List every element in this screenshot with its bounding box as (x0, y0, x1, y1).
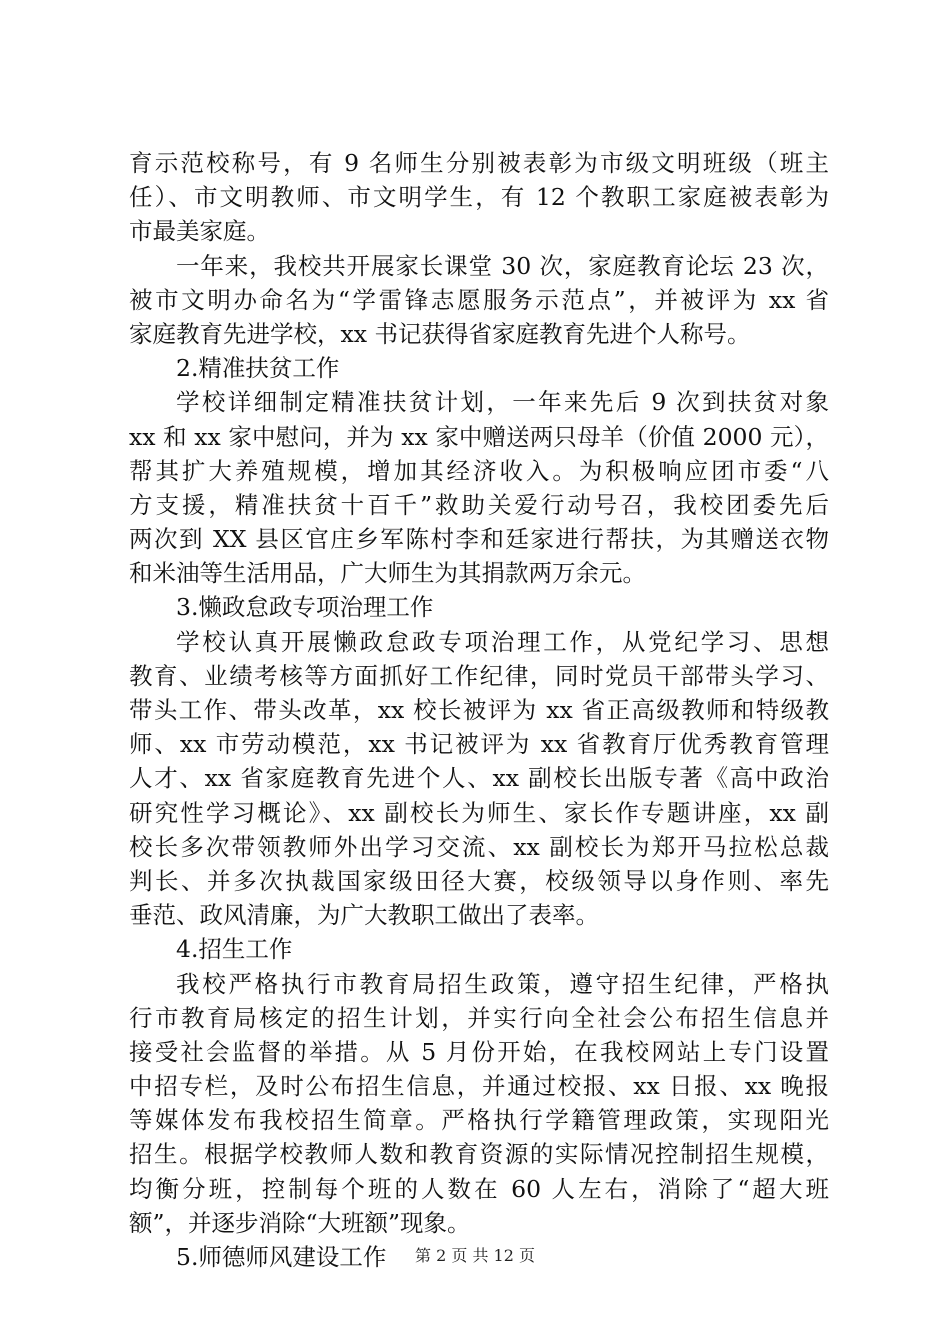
paragraph-first-line: 一年来，我校共开展家长课堂 30 次，家庭教育论坛 23 次， (176, 251, 829, 280)
text-line: 教育、业绩考核等方面抓好工作纪律，同时党员干部带头学习、 (129, 661, 829, 690)
text-line: 人才、xx 省家庭教育先进个人、xx 副校长出版专著《高中政治 (129, 764, 829, 793)
section-heading: 5.师德师风建设工作 (176, 1243, 387, 1271)
text-line: 带头工作、带头改革，xx 校长被评为 xx 省正高级教师和特级教 (129, 696, 829, 724)
text-line: 育示范校称号，有 9 名师生分别被表彰为市级文明班级（班主 (129, 149, 829, 177)
text-line: 方支援，精准扶贫十百千”救助关爱行动号召，我校团委先后 (129, 490, 829, 519)
section-heading: 2.精准扶贫工作 (176, 354, 340, 383)
paragraph-first-line: 我校严格执行市教育局招生政策，遵守招生纪律，严格执 (176, 969, 829, 998)
paragraph-first-line: 学校认真开展懒政怠政专项治理工作，从党纪学习、思想 (176, 627, 829, 656)
page-footer: 第 2 页 共 12 页 (415, 1246, 535, 1265)
text-line: 额”，并逐步消除“大班额”现象。 (129, 1208, 471, 1237)
text-line: 中招专栏，及时公布招生信息，并通过校报、xx 日报、xx 晚报 (129, 1072, 829, 1101)
text-line: 招生。根据学校教师人数和教育资源的实际情况控制招生规模， (129, 1140, 829, 1169)
section-heading: 3.懒政怠政专项治理工作 (176, 593, 434, 622)
section-heading: 4.招生工作 (176, 935, 293, 964)
text-line: 行市教育局核定的招生计划，并实行向全社会公布招生信息并 (129, 1003, 829, 1032)
text-line: 两次到 XX 县区官庄乡军陈村李和廷家进行帮扶，为其赠送衣物 (129, 525, 829, 554)
text-line: 和米油等生活用品，广大师生为其捐款两万余元。 (129, 559, 646, 588)
paragraph-first-line: 学校详细制定精准扶贫计划，一年来先后 9 次到扶贫对象 (176, 388, 829, 417)
document-body (129, 146, 829, 1274)
text-line: 均衡分班，控制每个班的人数在 60 人左右，消除了“超大班 (129, 1174, 829, 1203)
text-line: 家庭教育先进学校，xx 书记获得省家庭教育先进个人称号。 (129, 319, 751, 348)
text-line: 帮其扩大养殖规模，增加其经济收入。为积极响应团市委“八 (129, 456, 829, 485)
text-line: 判长、并多次执裁国家级田径大赛，校级领导以身作则、率先 (129, 866, 829, 895)
text-line: 研究性学习概论》、xx 副校长为师生、家长作专题讲座，xx 副 (129, 798, 829, 827)
text-line: 等媒体发布我校招生简章。严格执行学籍管理政策，实现阳光 (129, 1106, 829, 1135)
text-line: 垂范、政风清廉，为广大教职工做出了表率。 (129, 901, 599, 930)
text-line: 市最美家庭。 (129, 217, 270, 246)
text-line: 任）、市文明教师、市文明学生，有 12 个教职工家庭被表彰为 (129, 183, 829, 212)
text-line: 师、xx 市劳动模范，xx 书记被评为 xx 省教育厅优秀教育管理 (129, 730, 829, 759)
text-line: 接受社会监督的举措。从 5 月份开始，在我校网站上专门设置 (129, 1037, 829, 1066)
text-line: 被市文明办命名为“学雷锋志愿服务示范点”，并被评为 xx 省 (129, 285, 829, 314)
text-line: xx 和 xx 家中慰问，并为 xx 家中赠送两只母羊（价值 2000 元）， (129, 422, 829, 451)
text-line: 校长多次带领教师外出学习交流、xx 副校长为郑开马拉松总裁 (129, 832, 829, 861)
